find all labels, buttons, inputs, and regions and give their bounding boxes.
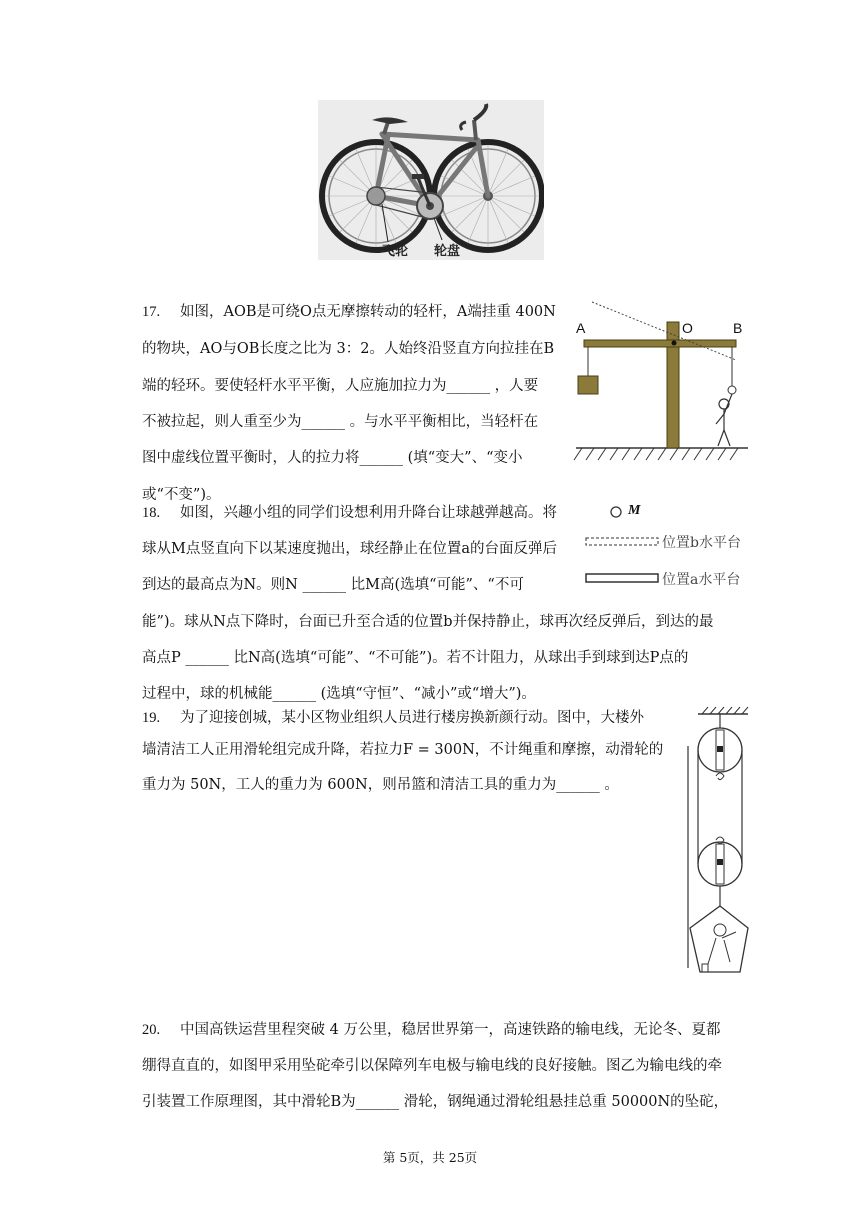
q17-line-2: 的物块，AO与OB长度之比为 3：2。人始终沿竖直方向拉挂在B — [142, 341, 555, 357]
q17-line-5: 图中虚线位置平衡时，人的拉力将______ (填“变大”、“变小 — [142, 450, 523, 466]
q18-platform-figure — [582, 500, 760, 592]
q19-line-3: 重力为 50N，工人的重力为 600N，则吊篮和清洁工具的重力为______ 。 — [142, 777, 619, 793]
q18-line-6: 过程中，球的机械能______ (选填“守恒”、“减小”或“增大”)。 — [142, 686, 536, 702]
q17-line-3: 端的轻环。要使轻杆水平平衡，人应施加拉力为______ ，人要 — [142, 378, 539, 394]
q17-number: 17. — [142, 304, 161, 320]
q18-line-4: 能”)。球从N点下降时，台面已升至合适的位置b并保持静止，球再次经反弹后，到达的最 — [142, 614, 714, 630]
platform-label-m: M — [628, 503, 641, 518]
q19-line-2: 墙清洁工人正用滑轮组完成升降，若拉力F = 300N，不计绳重和摩擦，动滑轮的 — [142, 742, 664, 758]
platform-label-b: 位置b水平台 — [662, 535, 741, 551]
q20-line-2: 绷得直直的，如图甲采用坠砣牵引以保障列车电极与输电线的良好接触。图乙为输电线的牵 — [142, 1058, 722, 1074]
lever-label-b: B — [733, 320, 743, 336]
lever-label-a: A — [576, 320, 586, 336]
q17-line-4: 不被拉起，则人重至少为______ 。与水平平衡相比，当轻杆在 — [142, 414, 539, 430]
q19-line-1: 为了迎接创城，某小区物业组织人员进行楼房换新颜行动。图中，大楼外 — [180, 710, 644, 726]
platform-label-a: 位置a水平台 — [662, 572, 741, 588]
bicycle-figure — [318, 100, 544, 260]
q18-line-2: 球从M点竖直向下以某速度抛出，球经静止在位置a的台面反弹后 — [142, 541, 557, 557]
q19-pulley-figure — [680, 706, 760, 981]
q18-line-5: 高点P ______ 比N高(选填“可能”、“不可能”)。若不计阻力，从球出手到球到达P点的 — [142, 650, 689, 666]
q20-line-3: 引装置工作原理图，其中滑轮B为______ 滑轮，钢绳通过滑轮组悬挂总重 50000N的坠砣， — [142, 1094, 729, 1110]
q19-number: 19. — [142, 710, 161, 726]
bicycle-label-flywheel: 飞轮 — [382, 244, 409, 259]
page-footer: 第 5页，共 25页 — [382, 1150, 478, 1165]
lever-label-o: O — [682, 320, 693, 336]
bicycle-label-chainring: 轮盘 — [434, 244, 461, 259]
q17-line-1: 如图，AOB是可绕O点无摩擦转动的轻杆，A端挂重 400N — [180, 304, 556, 320]
q20-number: 20. — [142, 1022, 161, 1038]
q18-line-1: 如图，兴趣小组的同学们设想利用升降台让球越弹越高。将 — [180, 505, 557, 521]
q17-line-6: 或“不变”)。 — [142, 487, 221, 503]
q18-line-3: 到达的最高点为N。则N ______ 比M高(选填“可能”、“不可 — [142, 577, 524, 593]
q18-number: 18. — [142, 505, 161, 521]
q20-line-1: 中国高铁运营里程突破 4 万公里，稳居世界第一，高速铁路的输电线，无论冬、夏都 — [180, 1022, 721, 1038]
q17-lever-figure — [572, 300, 752, 470]
